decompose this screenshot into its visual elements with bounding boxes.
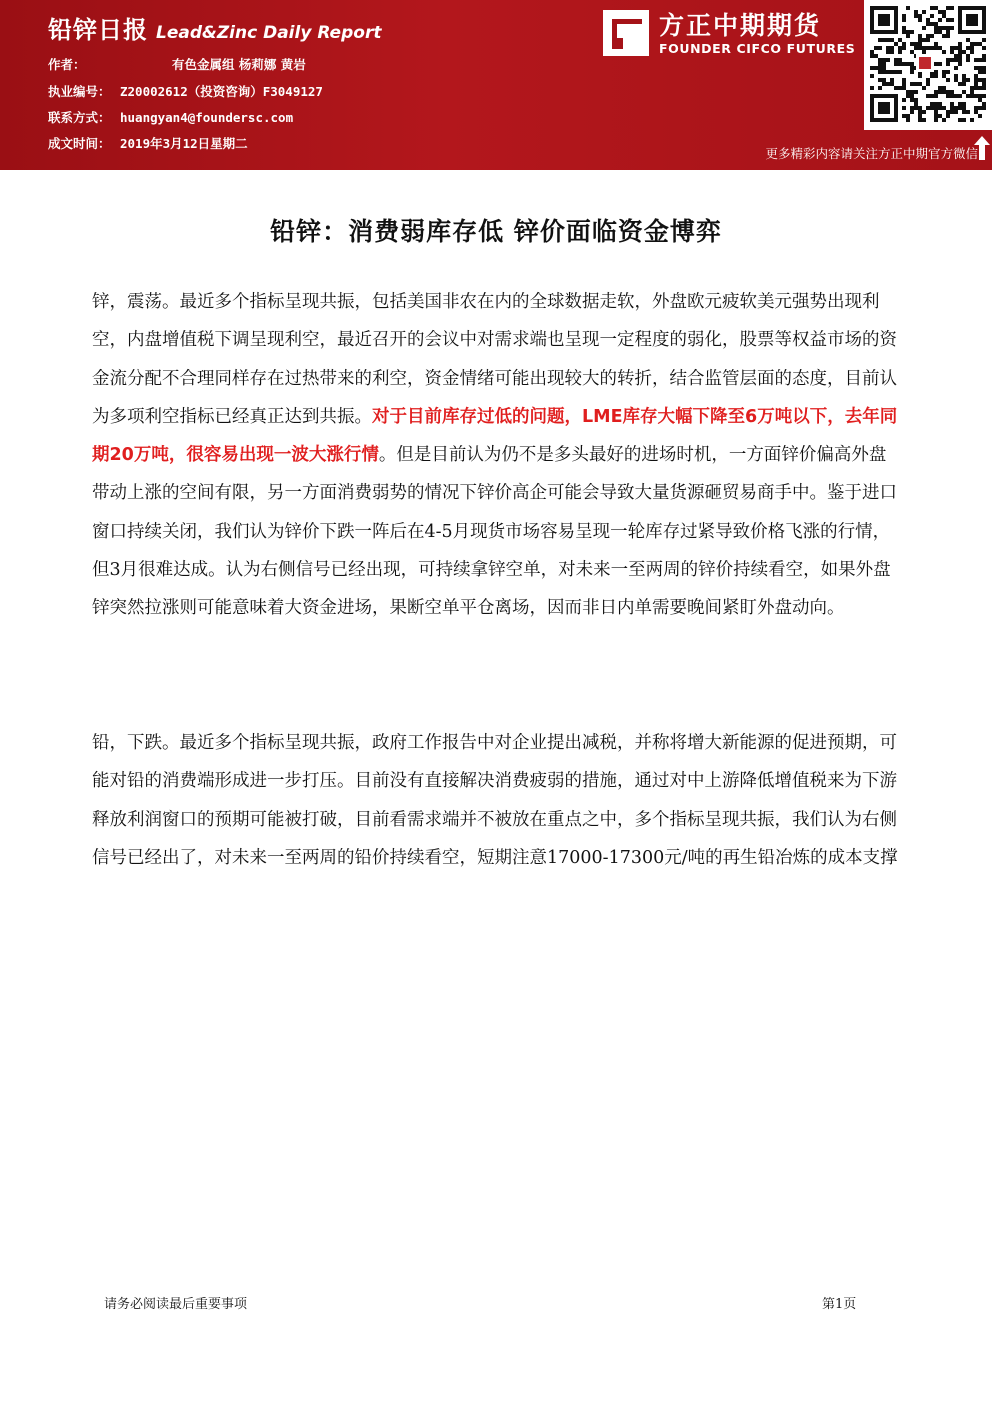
author-value: 有色金属组 杨莉娜 黄岩 [172, 57, 306, 72]
date-label: 成文时间： [48, 136, 111, 151]
page-number: 第1页 [822, 1297, 857, 1312]
company-logo [603, 6, 863, 62]
lead-paragraph: 铅，下跌。最近多个指标呈现共振，政府工作报告中对企业提出减税，并称将增大新能源的促进预期，可能对铅的消费端形成进一步打压。目前没有直接解决消费疲弱的措施，通过对中上游降低增值税来为下游释放利润窗口的预期可能被打破，目前看需求端并不被放在重点之中，多个指标呈现共振，我们认为右侧信号已经出了，对未来一至两周的铅价持续看空，短期注意17000-17300元/吨的再生铅冶炼的成本支撑 [92, 733, 898, 868]
zinc-highlight: 对于目前库存过低的问题，LME库存大幅下降至6万吨以下，去年同期20万吨，很容易出现一波大涨行情 [92, 406, 898, 466]
contact-email[interactable]: huangyan4@foundersc.com [120, 110, 294, 125]
author-row [48, 55, 306, 73]
date-row [48, 134, 248, 152]
license-value: Z20002612（投资咨询）F3049127 [120, 84, 323, 99]
date-value: 2019年3月12日星期二 [120, 136, 248, 151]
contact-label: 联系方式： [48, 110, 111, 125]
contact-row [48, 108, 293, 126]
report-header [0, 0, 992, 170]
follow-wechat-text: 更多精彩内容请关注方正中期官方微信 [765, 146, 978, 161]
arrow-up-icon [974, 136, 990, 160]
founder-logo-mark-icon [603, 10, 649, 56]
logo-text-cn: 方正中期期货 [659, 11, 822, 40]
license-label: 执业编号： [48, 84, 111, 99]
zinc-paragraph [92, 283, 898, 628]
article-title: 铅锌：消费弱库存低 锌价面临资金博弈 [270, 217, 722, 246]
report-title-cn: 铅锌日报 [48, 16, 148, 44]
license-row [48, 82, 323, 100]
qr-code-icon [864, 0, 992, 130]
logo-text-en: FOUNDER CIFCO FUTURES [659, 41, 856, 56]
footer-notice: 请务必阅读最后重要事项 [104, 1297, 248, 1312]
author-label: 作者： [48, 57, 86, 72]
wechat-qr-code [864, 0, 992, 130]
report-title-en: Lead&Zinc Daily Report [156, 23, 382, 43]
zinc-text-a: 锌，震荡。最近多个指标呈现共振，包括美国非农在内的全球数据走软，外盘欧元疲软美元强势出现利空，内盘增值税下调呈现利空，最近召开的会议中对需求端也呈现一定程度的弱化，股票等权益市场的资金流分配不合理同样存在过热带来的利空，资金情绪可能出现较大的转折，结合监管层面的态度，目前认为多项利空指标已经真正达到共振。 [92, 292, 897, 427]
report-title [48, 10, 381, 45]
zinc-text-b: 。但是目前认为仍不是多头最好的进场时机，一方面锌价偏高外盘带动上涨的空间有限，另一方面消费弱势的情况下锌价高企可能会导致大量货源砸贸易商手中。鉴于进口窗口持续关闭，我们认为锌价下跌一阵后在4-5月现货市场容易呈现一轮库存过紧导致价格飞涨的行情，但3月很难达成。认为右侧信号已经出现，可持续拿锌空单，对未来一至两周的锌价持续看空，如果外盘锌突然拉涨则可能意味着大资金进场，果断空单平仓离场，因而非日内单需要晚间紧盯外盘动向。 [92, 445, 897, 619]
